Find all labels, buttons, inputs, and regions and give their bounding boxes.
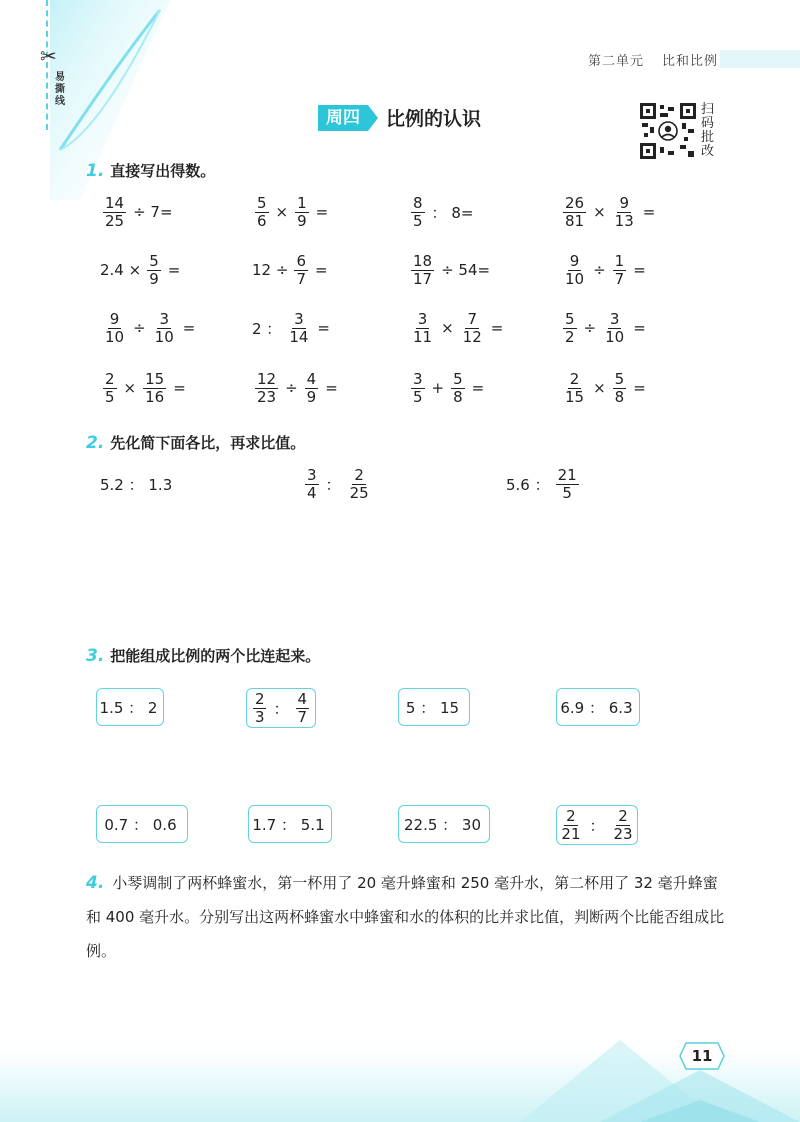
numerator: 2 [354,465,364,484]
fraction [613,193,636,230]
calculation-item [560,250,650,290]
calculation-item [100,368,190,408]
question-1-heading [86,160,215,181]
ratio-item [302,464,374,504]
numerator: 7 [467,309,477,328]
equals: = [314,261,328,279]
question-number: 2. [86,433,105,453]
question-text: 直接写出得数。 [110,162,216,180]
expression-text: 5.6 ： [506,475,550,494]
fraction [563,369,586,406]
header-band [720,50,800,68]
numerator: 12 [257,369,277,388]
numerator: 5 [614,369,625,388]
ratio-box[interactable] [398,805,490,843]
expression-text: 6.9 ： 6.3 [560,698,633,717]
calculation-item [252,192,332,232]
ratio-box[interactable] [96,805,188,843]
equals: = [167,261,181,279]
expression-text: 5.2 ： 1.3 [100,475,173,494]
fraction [411,369,425,406]
numerator: 2 [254,689,265,708]
denominator: 5 [413,387,423,406]
denominator: 16 [145,387,165,406]
operator: × [593,379,606,397]
denominator: 15 [565,387,585,406]
operator: ÷ [593,261,606,279]
denominator: 21 [561,824,581,843]
equals: = [315,203,329,221]
calculation-item [252,368,342,408]
numerator: 8 [413,193,423,212]
calculation-item [560,368,650,408]
denominator: 13 [614,211,634,230]
equals: = [173,379,186,397]
numerator: 4 [297,689,308,708]
fraction [411,251,434,288]
equals: = [317,319,330,337]
fraction [305,369,319,406]
calculation-item [560,308,650,348]
equals: = [633,261,646,279]
lesson-title: 比例的认识 [386,108,482,130]
expression-text: 12 ÷ [252,261,289,279]
page-number: 11 [691,1047,713,1065]
question-number: 1. [86,161,105,181]
operator: + [431,379,445,397]
expression-text: 2.4 × [100,261,142,279]
denominator: 3 [254,707,265,726]
denominator: 5 [562,483,572,502]
fraction [563,309,577,346]
expression-text: 22.5 ： 30 [403,815,482,834]
equals: = [633,319,646,337]
question-text: 小琴调制了两杯蜂蜜水，第一杯用了 20 毫升蜂蜜和 250 毫升水，第二杯用了 32 毫升蜂蜜和 400 毫升水。分别写出这两杯蜂蜜水中蜂蜜和水的体积的比并求比值，判断两个比能否组成比例。 [86,874,725,960]
fraction [563,251,586,288]
numerator: 9 [569,251,580,270]
operator: × [123,379,137,397]
equals: = [471,379,485,397]
fraction [294,251,308,288]
section-label: 比和比例 [661,54,718,69]
calculation-item [100,250,184,290]
denominator: 81 [565,211,585,230]
denominator: 25 [105,211,125,230]
ratio-box[interactable] [248,805,332,843]
ratio-box[interactable] [96,688,164,726]
operator: ： [589,816,605,835]
fraction [613,369,627,406]
fraction [103,369,117,406]
calculation-item [100,308,199,348]
denominator: 9 [297,211,307,230]
operator: ： [325,475,341,494]
numerator: 5 [453,369,463,388]
expression-text: 2 ： [252,319,282,338]
numerator: 2 [105,369,115,388]
day-badge: 周四 [318,105,368,131]
ratio-box[interactable] [556,805,638,845]
fraction [295,193,309,230]
scissors-icon: ✂ [40,44,57,68]
numerator: 1 [614,251,625,270]
denominator: 10 [154,327,174,346]
lesson-header [318,104,481,131]
denominator: 10 [105,327,125,346]
numerator: 1 [297,193,307,212]
qr-label: 扫码批改 [701,102,715,159]
calculation-item [408,250,494,290]
numerator: 2 [618,806,628,825]
equals: = [325,379,338,397]
denominator: 8 [453,387,463,406]
fraction [563,193,586,230]
qr-code-icon[interactable] [640,103,696,159]
denominator: 7 [614,269,625,288]
fraction [147,251,161,288]
numerator: 3 [307,465,317,484]
fraction [255,193,269,230]
calculation-item [252,250,332,290]
denominator: 6 [257,211,267,230]
numerator: 15 [145,369,165,388]
numerator: 9 [109,309,120,328]
fraction [153,309,176,346]
numerator: 6 [296,251,306,270]
fraction [603,309,626,346]
denominator: 25 [349,483,369,502]
fraction [411,193,425,230]
numerator: 3 [159,309,169,328]
operator: ÷ 54= [441,261,491,279]
expression-text: 1.5 ： 2 [99,698,158,717]
operator: ÷ [285,379,298,397]
numerator: 3 [417,309,428,328]
operator: × [593,203,606,221]
fraction [103,309,126,346]
operator: ： [273,699,289,718]
denominator: 9 [306,387,317,406]
denominator: 8 [614,387,625,406]
operator: ÷ [583,319,597,337]
numerator: 2 [569,369,580,388]
unit-header [588,50,718,69]
fraction [255,369,278,406]
denominator: 5 [105,387,115,406]
denominator: 17 [413,269,433,288]
denominator: 11 [413,327,433,346]
numerator: 3 [609,309,620,328]
denominator: 4 [307,483,317,502]
question-number: 3. [86,646,105,666]
denominator: 2 [565,327,575,346]
fraction [348,465,371,502]
fraction [613,251,627,288]
calculation-item [408,368,488,408]
expression-text: 5 ： 15 [405,698,460,717]
numerator: 18 [413,251,433,270]
fraction [296,689,310,726]
calculation-item [100,192,177,232]
numerator: 26 [565,193,585,212]
question-4 [86,866,726,968]
expression-text: 1.7 ： 5.1 [252,815,325,834]
equals: = [490,319,504,337]
numerator: 9 [619,193,629,212]
fraction [305,465,319,502]
question-2-heading [86,432,305,453]
numerator: 5 [149,251,159,270]
numerator: 4 [306,369,317,388]
operator: ： 8= [431,203,474,222]
fraction [612,806,635,843]
denominator: 23 [257,387,277,406]
denominator: 14 [289,327,309,346]
fraction [559,806,582,843]
calculation-item [560,192,659,232]
numerator: 5 [565,309,575,328]
denominator: 5 [413,211,423,230]
calculation-item [252,308,334,348]
denominator: 7 [296,269,306,288]
fraction [103,193,126,230]
denominator: 10 [565,269,585,288]
cut-label: 易撕线 [55,72,65,107]
calculation-item [408,192,477,232]
ratio-item [100,464,175,504]
denominator: 10 [605,327,625,346]
fraction [143,369,166,406]
ratio-box[interactable] [246,688,316,728]
fraction [411,309,434,346]
equals: = [633,379,646,397]
ratio-item [506,464,582,504]
question-number: 4. [86,873,105,893]
numerator: 3 [294,309,304,328]
numerator: 3 [413,369,423,388]
ratio-box[interactable] [398,688,470,726]
fraction [287,309,310,346]
operator: ÷ [133,319,146,337]
numerator: 5 [257,193,267,212]
fraction [253,689,267,726]
operator: × [441,319,454,337]
fraction [451,369,465,406]
question-text: 把能组成比例的两个比连起来。 [110,647,321,665]
ratio-box[interactable] [556,688,640,726]
fraction [461,309,484,346]
denominator: 12 [462,327,482,346]
fraction [556,465,579,502]
denominator: 9 [149,269,159,288]
question-3-heading [86,645,320,666]
expression-text: 0.7 ： 0.6 [104,815,177,834]
operator: ÷ 7= [133,203,173,221]
numerator: 2 [566,806,576,825]
equals: = [182,319,196,337]
numerator: 14 [105,193,125,212]
equals: = [642,203,656,221]
calculation-item [408,308,507,348]
numerator: 21 [557,465,577,484]
unit-label: 第二单元 [587,54,644,69]
question-text: 先化简下面各比，再求比值。 [110,434,306,452]
denominator: 7 [297,707,308,726]
denominator: 23 [613,824,633,843]
operator: × [275,203,289,221]
